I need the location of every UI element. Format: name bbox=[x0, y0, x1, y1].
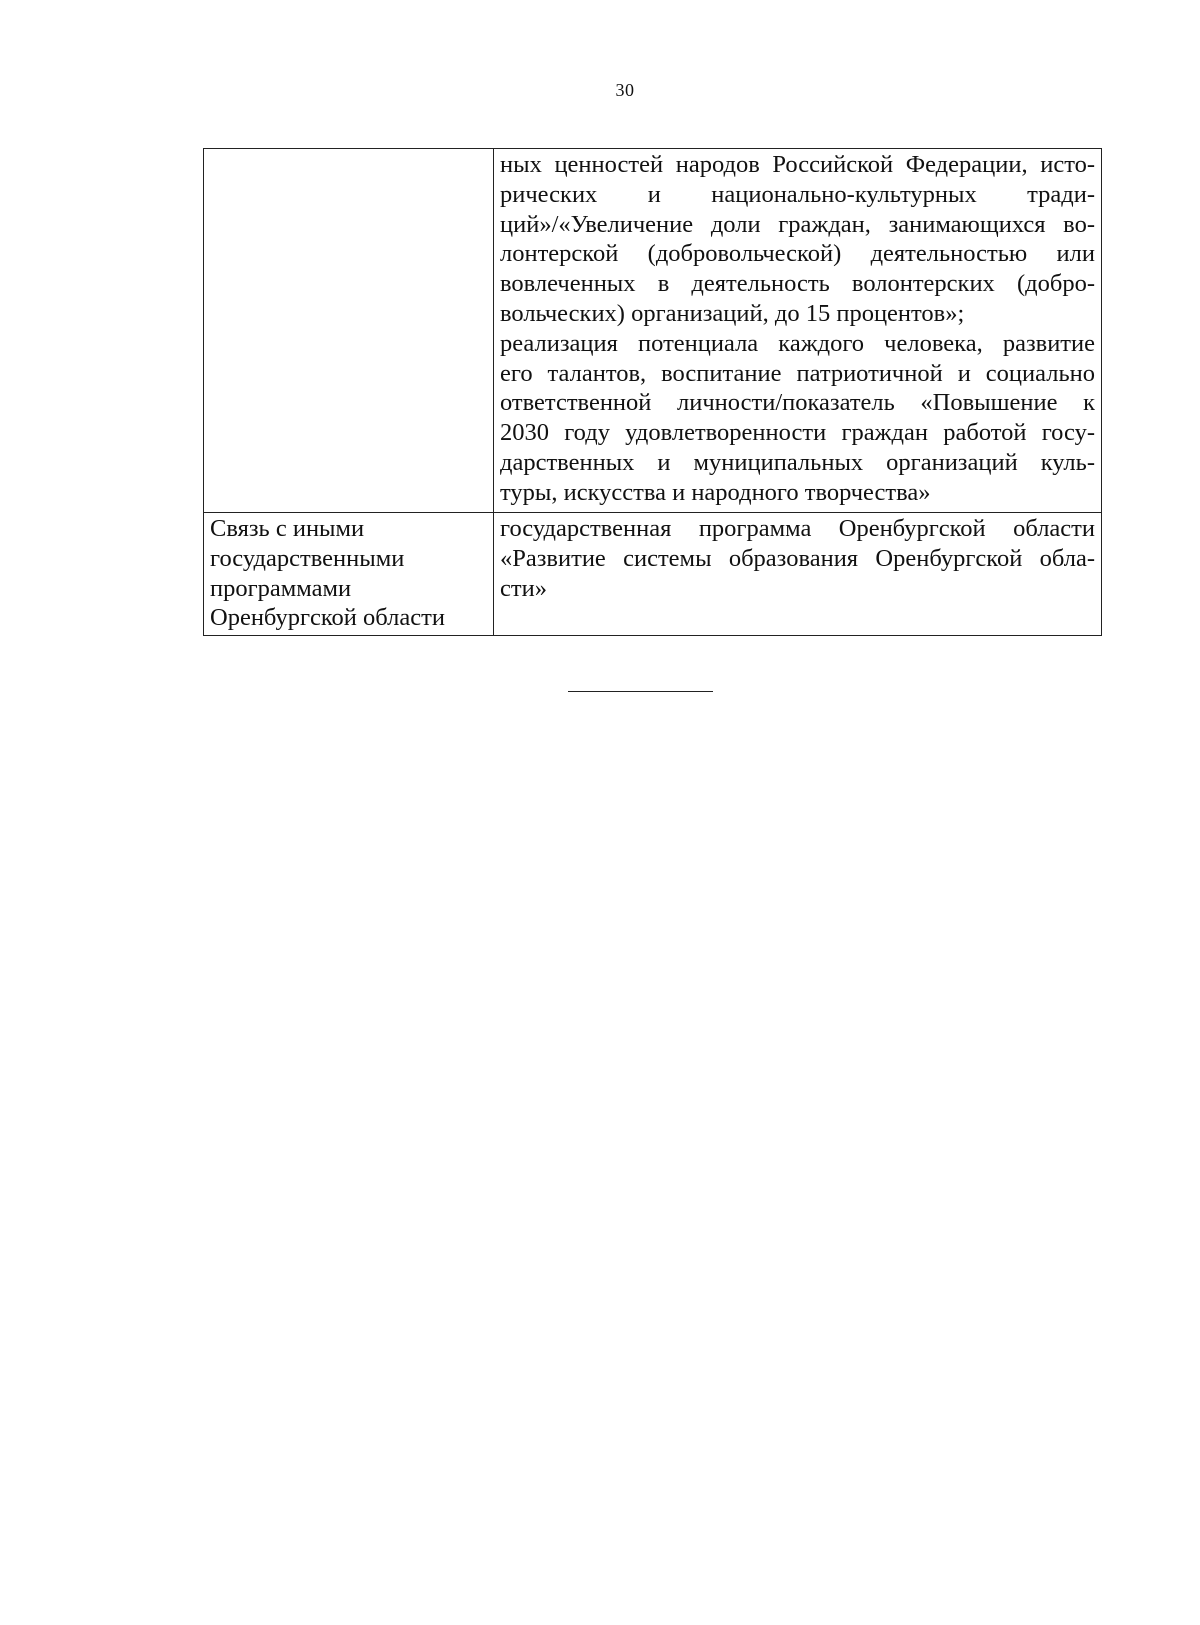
table-row-related-programs bbox=[204, 513, 1102, 636]
related-programs-label-line: Оренбургской области bbox=[210, 604, 445, 632]
page-number: 30 bbox=[615, 80, 635, 100]
related-programs-label-line: Связь с иными bbox=[210, 515, 365, 542]
goals-text-line: ций»/«Увеличение доли граждан, занимающихся во- bbox=[500, 210, 1095, 238]
related-programs-text-line: государственная программа Оренбургской области bbox=[500, 515, 1095, 542]
related-programs-text-line: сти» bbox=[500, 574, 547, 602]
goals-text-line: вовлеченных в деятельность волонтерских (добро- bbox=[500, 270, 1095, 298]
related-programs-label-line: государственными bbox=[210, 544, 405, 572]
goals-text-line: рических и национально-культурных тради- bbox=[500, 180, 1095, 208]
related-programs-value-cell bbox=[494, 513, 1102, 636]
goals-text-line: ответственной личности/показатель «Повышение к bbox=[500, 389, 1095, 417]
goals-text-line: лонтерской (добровольческой) деятельностью или bbox=[500, 240, 1095, 268]
related-programs-text-line: «Развитие системы образования Оренбургской обла- bbox=[500, 544, 1095, 572]
goals-text-line: туры, искусства и народного творчества» bbox=[500, 478, 931, 506]
related-programs-label-line: программами bbox=[210, 574, 352, 602]
goals-text-line: реализация потенциала каждого человека, развитие bbox=[500, 329, 1095, 357]
goals-text-line: вольческих) организаций, до 15 процентов»; bbox=[500, 299, 965, 327]
goals-text-line: его талантов, воспитание патриотичной и социально bbox=[500, 359, 1095, 387]
table-row-goals bbox=[204, 149, 1102, 513]
end-of-section-rule bbox=[568, 691, 713, 692]
goals-text-line: 2030 году удовлетворенности граждан работой госу- bbox=[500, 419, 1095, 447]
related-programs-label-cell bbox=[204, 513, 494, 636]
goals-text-line: дарственных и муниципальных организаций куль- bbox=[500, 448, 1095, 476]
goals-text-line: ных ценностей народов Российской Федерации, исто- bbox=[500, 151, 1095, 178]
row-goals-label-cell bbox=[204, 149, 494, 513]
program-passport-table bbox=[203, 148, 1102, 636]
row-goals-value-cell bbox=[494, 149, 1102, 513]
